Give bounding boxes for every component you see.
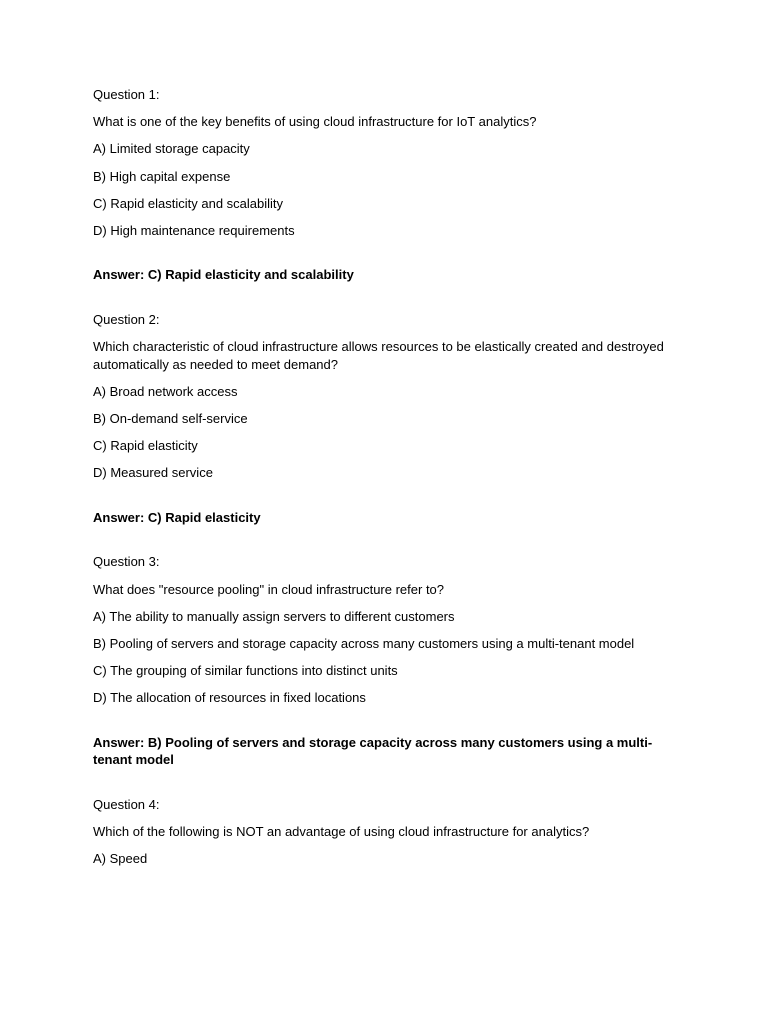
question-heading: Question 3: [93, 554, 160, 570]
answer-option-b: B) On-demand self-service [93, 411, 248, 426]
answer-option-a: A) Broad network access [93, 383, 238, 399]
question-block-4 [93, 796, 683, 868]
question-block-3 [93, 553, 683, 768]
answer-option-a: A) Speed [93, 851, 148, 867]
question-heading: Question 1: [93, 87, 160, 102]
answer-option-c: C) The grouping of similar functions into distinct units [93, 663, 398, 679]
question-prompt: What does "resource pooling" in cloud infrastructure refer to? [93, 581, 445, 597]
question-prompt: Which characteristic of cloud infrastructure allows resources to be elastically created and destroyed automatically as needed to meet demand? [93, 339, 664, 372]
question-prompt: What is one of the key benefits of using cloud infrastructure for IoT analytics? [93, 114, 537, 130]
question-heading: Question 4: [93, 796, 160, 812]
document-page [93, 86, 683, 877]
correct-answer: Answer: C) Rapid elasticity and scalability [93, 267, 354, 283]
question-block-1 [93, 86, 683, 284]
question-heading: Question 2: [93, 311, 160, 327]
answer-option-d: D) The allocation of resources in fixed locations [93, 690, 366, 706]
answer-option-b: B) High capital expense [93, 168, 231, 184]
answer-option-c: C) Rapid elasticity and scalability [93, 195, 284, 211]
correct-answer: Answer: B) Pooling of servers and storage capacity across many customers using a multi-tenant model [93, 734, 653, 768]
question-prompt: Which of the following is NOT an advantage of using cloud infrastructure for analytics? [93, 824, 590, 839]
answer-option-d: D) High maintenance requirements [93, 222, 295, 238]
correct-answer: Answer: C) Rapid elasticity [93, 509, 261, 525]
question-block-2 [93, 311, 683, 526]
answer-option-d: D) Measured service [93, 465, 213, 481]
answer-option-a: A) The ability to manually assign servers to different customers [93, 608, 455, 624]
answer-option-b: B) Pooling of servers and storage capacity across many customers using a multi-tenant model [93, 635, 635, 651]
answer-option-a: A) Limited storage capacity [93, 141, 250, 157]
answer-option-c: C) Rapid elasticity [93, 438, 198, 454]
